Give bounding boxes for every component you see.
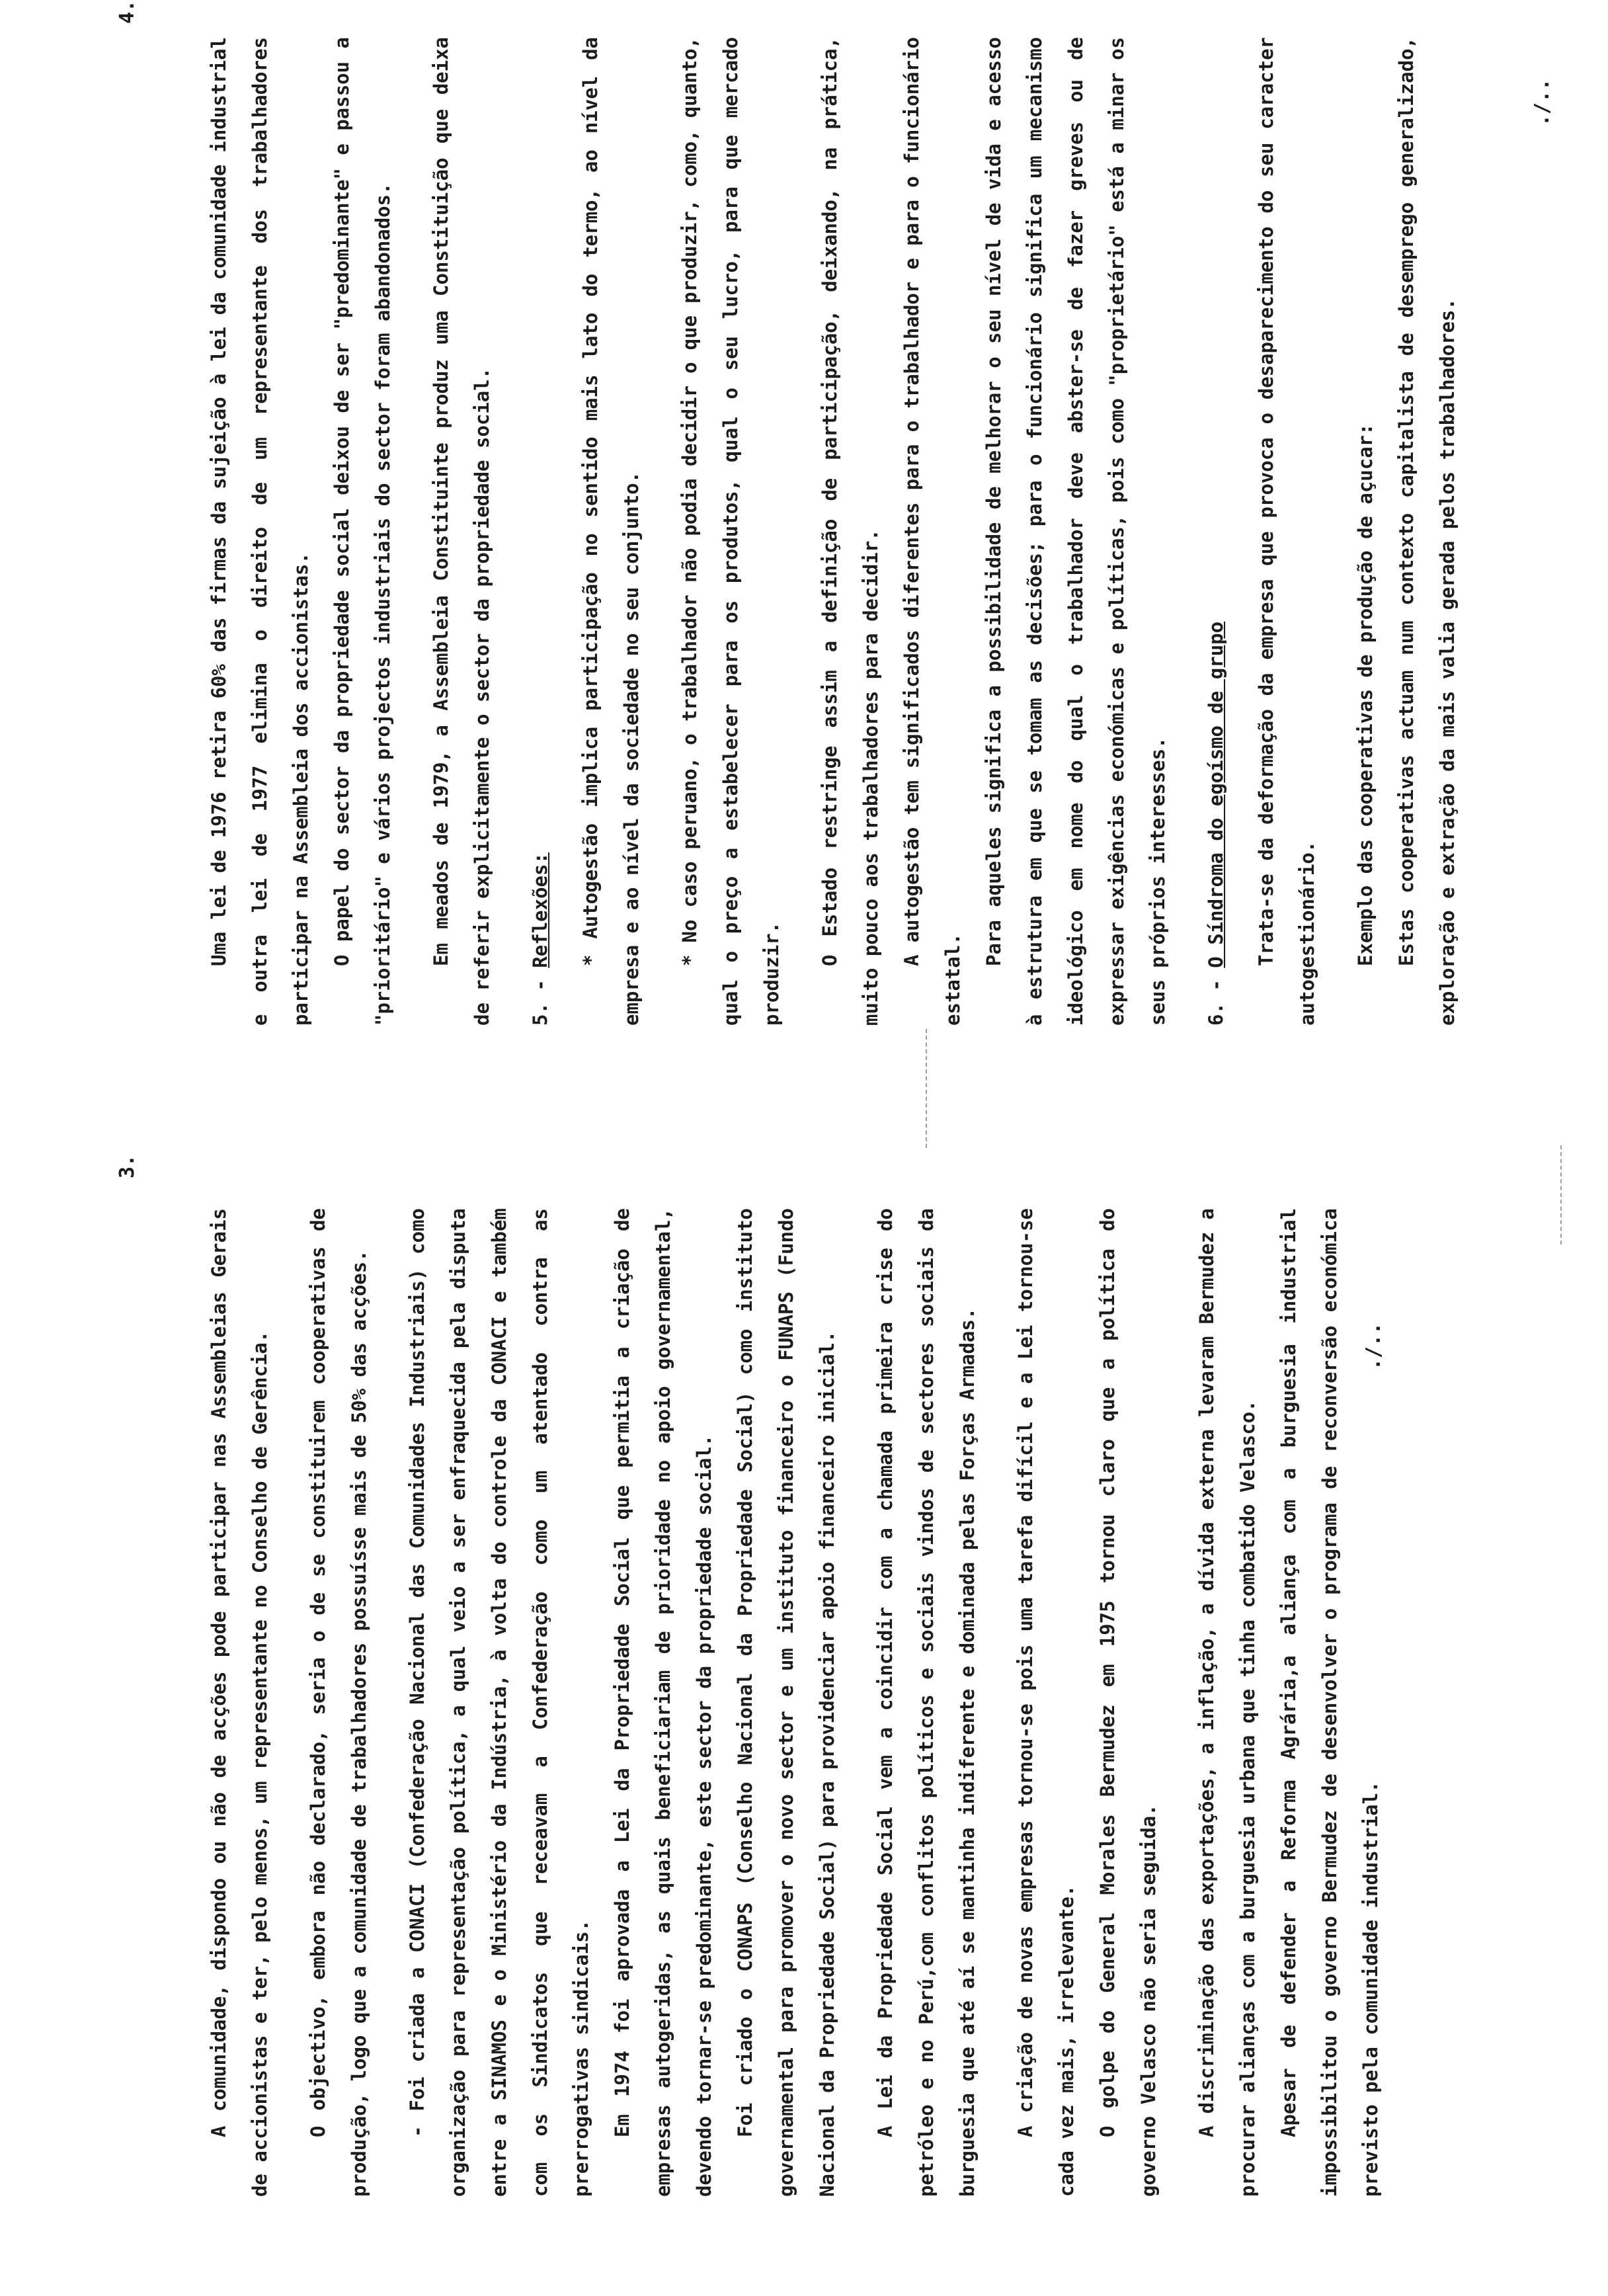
paragraph: * No caso peruano, o trabalhador não podia decidir o que produzir, como, quanto, qual o preço a estabelecer para os produtos, qual o seu lucro, para que mercado produzir. <box>678 37 783 1026</box>
page-3-body <box>198 1208 1408 2197</box>
paragraph: A comunidade, dispondo ou não de acções pode participar nas Assembleias Gerais de accionistas e ter, pelo menos, um representante no Conselho de Gerência. <box>208 1208 271 2197</box>
paragraph: A Lei da Propriedade Social vem a coincidir com a chamada primeira crise do petróleo e no Perú,com conflitos políticos e sociais vindos de sectores sociais da burguesia que até aí se mantinha indiferente e dominada pelas Forças Armadas. <box>874 1208 979 2197</box>
page-4-body <box>198 37 1485 1026</box>
paragraph: * Autogestão implica participação no sentido mais lato do termo, ao nível da empresa e ao nível da sociedade no seu conjunto. <box>579 37 643 1026</box>
section-number: 6. - <box>1205 979 1227 1026</box>
paragraph: Em meados de 1979, a Assembleia Constituinte produz uma Constituição que deixa de referir explicitamente o sector da propriedade social. <box>430 37 493 1026</box>
page-number: 3. <box>116 1154 139 1178</box>
paragraph: O objectivo, embora não declarado, seria o de se constituirem cooperativas de produção, logo que a comunidade de trabalhadores possuísse mais de 50% das acções. <box>307 1208 370 2197</box>
paragraph: Exemplo das cooperativas de produção de açucar: <box>1354 423 1377 966</box>
paragraph: Apesar de defender a Reforma Agrária,a aliança com a burguesia industrial impossibilitou o governo Bermudez de desenvolver o programa de reconversão económica previsto pela comunidade industrial. <box>1277 1208 1382 2197</box>
paragraph: Estas cooperativas actuam num contexto capitalista de desemprego generalizado, exploração e extração da mais valia gerada pelos trabalhadores. <box>1395 37 1459 1026</box>
scan-artifact-line <box>926 1029 927 1148</box>
paragraph: A discriminação das exportações, a inflação, a dívida externa levaram Bermudez a procurar alianças com a burguesia urbana que tinha combatido Velasco. <box>1195 1208 1259 2197</box>
paragraph: A criação de novas empresas tornou-se pois uma tarefa difícil e a Lei tornou-se cada vez mais, irrelevante. <box>1014 1208 1078 2197</box>
scan-artifact-line <box>1560 1145 1562 1245</box>
section-number: 5. - <box>529 979 551 1026</box>
continuation-mark: ./.. <box>1362 1322 1385 1370</box>
section-5-heading <box>520 37 561 1026</box>
paragraph: Trata-se da deformação da empresa que provoca o desaparecimento do seu caracter autogestionário. <box>1255 37 1318 1026</box>
paragraph: O Estado restringe assim a definição de participação, deixando, na prática, muito pouco aos trabalhadores para decidir. <box>819 37 882 1026</box>
paragraph: - Foi criada a CONACI (Confederação Nacional das Comunidades Industriais) como organização para representação política, a qual veio a ser enfraquecida pela disputa entre a SINAMOS e o Ministério da Indústria, à volta do controle da CONACI e também com os Sindicatos que receavam a Confederação como um atentado contra as prerrogativas sindicais. <box>406 1208 592 2197</box>
page-3 <box>0 1148 1608 2296</box>
section-title: O Síndroma do egoísmo de grupo <box>1205 621 1227 968</box>
paragraph: Foi criado o CONAPS (Conselho Nacional da Propriedade Social) como instituto governamental para promover o novo sector e um instituto financeiro o FUNAPS (Fundo Nacional da Propriedade Social) para providenciar apoio financeiro inicial. <box>734 1208 838 2197</box>
section-title: Reflexões: <box>529 852 551 968</box>
paragraph: Para aqueles significa a possibilidade de melhorar o seu nível de vida e acesso à estrutura em que se tomam as decisões; para o funcionário significa um mecanismo ideológico em nome do qual o trabalhador deve abster-se de fazer greves ou de expressar exigências económicas e políticas, pois como "proprietário" está a minar os seus próprios interesses. <box>983 37 1169 1026</box>
continuation-mark: ./.. <box>1531 78 1554 126</box>
paragraph: A autogestão tem significados diferentes para o trabalhador e para o funcionário estatal. <box>901 37 964 1026</box>
paragraph: Uma lei de 1976 retira 60% das firmas da sujeição à lei da comunidade industrial e outra lei de 1977 elimina o direito de um representante dos trabalhadores participar na Assembleia dos accionistas. <box>208 37 312 1026</box>
paragraph: O golpe do General Morales Bermudez em 1975 tornou claro que a política do governo Velasco não seria seguida. <box>1096 1208 1160 2197</box>
paragraph: O papel do sector da propriedade social deixou de ser "predominante" e passou a "prioritário" e vários projectos industriais do sector foram abandonados. <box>331 37 394 1026</box>
page-number: 4. <box>116 0 139 24</box>
paragraph: Em 1974 foi aprovada a Lei da Propriedade Social que permitia a criação de empresas autogeridas, as quais beneficiariam de prioridade no apoio governamental, devendo tornar-se predominante, este sector da propriedade social. <box>611 1208 715 2197</box>
section-6-heading <box>1195 37 1236 1026</box>
